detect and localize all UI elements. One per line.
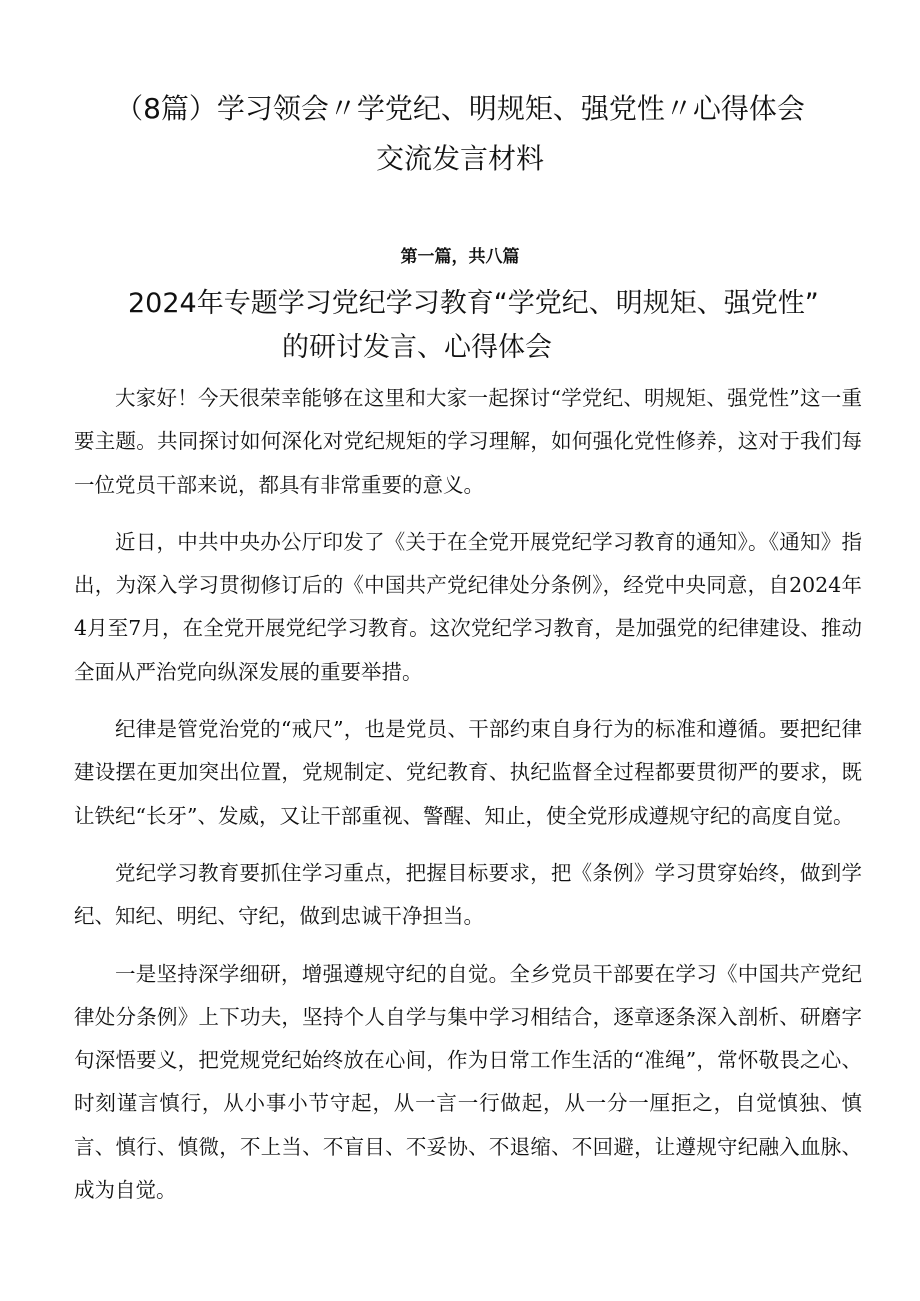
article-title-line-1: 2024年专题学习党纪学习教育“学党纪、明规矩、强党性”	[128, 288, 819, 319]
paragraph: 党纪学习教育要抓住学习重点，把握目标要求，把《条例》学习贯穿始终，做到学纪、知纪、明纪、守纪，做到忠诚干净担当。	[74, 860, 862, 929]
article-title	[120, 282, 840, 370]
paragraph: 大家好！今天很荣幸能够在这里和大家一起探讨“学党纪、明规矩、强党性”这一重要主题。共同探讨如何深化对党纪规矩的学习理解，如何强化党性修养，这对于我们每一位党员干部来说，都具有非常重要的意义。	[74, 386, 862, 497]
document-title-line-1: （8篇）学习领会〃学党纪、明规矩、强党性〃心得体会	[115, 92, 805, 125]
document-title	[60, 84, 860, 184]
article-title-line-2: 的研讨发言、心得体会	[282, 332, 552, 363]
paragraph: 近日，中共中央办公厅印发了《关于在全党开展党纪学习教育的通知》。《通知》指出，为深入学习贯彻修订后的《中国共产党纪律处分条例》，经党中央同意，自2024年4月至7月，在全党开展党纪学习教育。这次党纪学习教育，是加强党的纪律建设、推动全面从严治党向纵深发展的重要举措。	[74, 529, 862, 684]
document-title-line-2: 交流发言材料	[375, 142, 544, 175]
article-body	[74, 377, 862, 1212]
section-label: 第一篇，共八篇	[400, 247, 520, 267]
paragraph: 纪律是管党治党的“戒尺”，也是党员、干部约束自身行为的标准和遵循。要把纪律建设摆在更加突出位置，党规制定、党纪教育、执纪监督全过程都要贯彻严的要求，既让铁纪“长牙”、发威，又让干部重视、警醒、知止，使全党形成遵规守纪的高度自觉。	[74, 717, 862, 828]
paragraph: 一是坚持深学细研，增强遵规守纪的自觉。全乡党员干部要在学习《中国共产党纪律处分条例》上下功夫，坚持个人自学与集中学习相结合，逐章逐条深入剖析、研磨字句深悟要义，把党规党纪始终放在心间，作为日常工作生活的“准绳”，常怀敬畏之心、时刻谨言慎行，从小事小节守起，从一言一行做起，从一分一厘拒之，自觉慎独、慎言、慎行、慎微，不上当、不盲目、不妥协、不退缩、不回避，让遵规守纪融入血脉、成为自觉。	[74, 961, 862, 1203]
